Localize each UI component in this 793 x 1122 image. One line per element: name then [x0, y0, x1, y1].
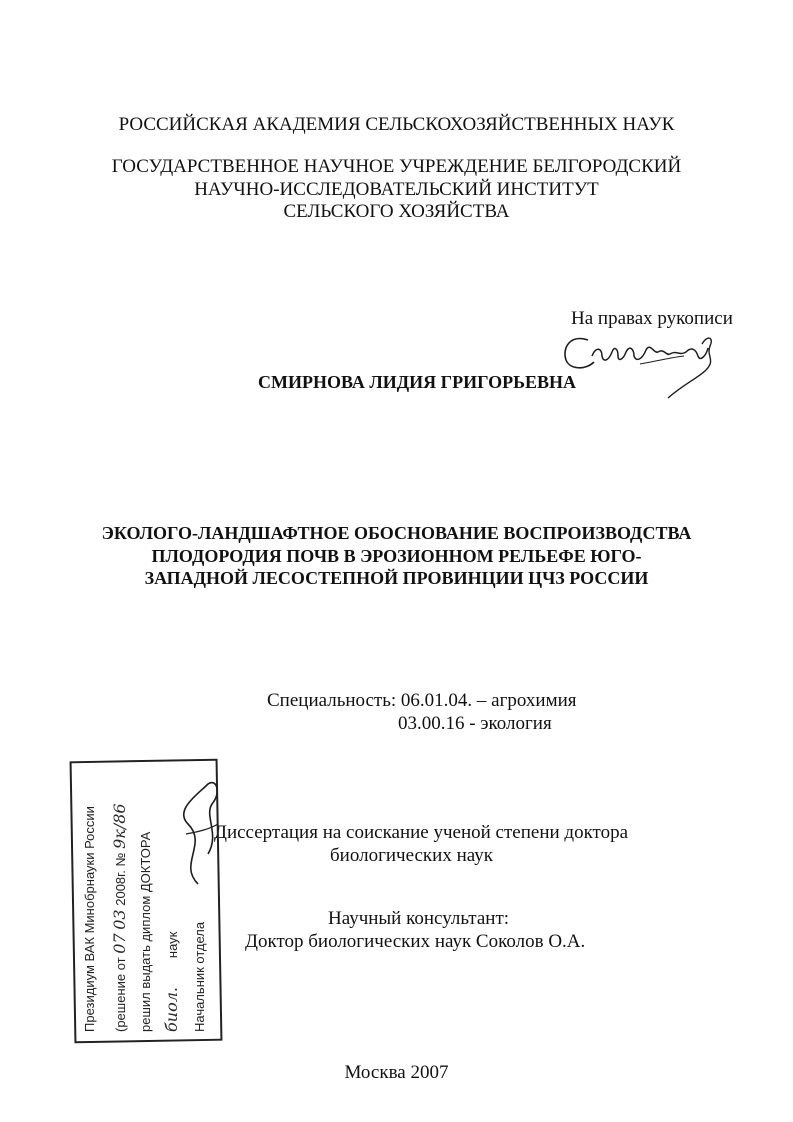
city-year: Москва 2007 — [344, 1062, 449, 1083]
stamp-line-3-prefix: решил выдать диплом ДОКТОРА — [138, 831, 153, 1032]
author-signature — [556, 326, 726, 400]
stamp-number: 9к/86 — [110, 803, 129, 849]
title-line-3: ЗАПАДНОЙ ЛЕСОСТЕПНОЙ ПРОВИНЦИИ ЦЧЗ РОССИИ — [144, 568, 649, 588]
dissertation-line-2: биологических наук — [330, 845, 493, 866]
dissertation-line-1: Диссертация на соискание ученой степени доктора — [214, 822, 629, 843]
stamp-line-2 — [110, 803, 129, 1032]
rights-note: На правах рукописи — [571, 308, 733, 329]
stamp-degree-suffix: наук — [165, 931, 180, 959]
consultant-label: Научный консультант: — [328, 908, 510, 929]
approval-stamp — [72, 760, 220, 1042]
title-line-2: ПЛОДОРОДИЯ ПОЧВ В ЭРОЗИОННОМ РЕЛЬЕФЕ ЮГО- — [151, 546, 642, 566]
consultant-name: Доктор биологических наук Соколов О.А. — [245, 931, 586, 952]
specialty-line-1: Специальность: 06.01.04. – агрохимия — [267, 690, 577, 711]
academy-heading: РОССИЙСКАЯ АКАДЕМИЯ СЕЛЬСКОХОЗЯЙСТВЕННЫХ НАУК — [118, 114, 675, 135]
stamp-month: 03 — [110, 909, 129, 930]
institution-line-1: ГОСУДАРСТВЕННОЕ НАУЧНОЕ УЧРЕЖДЕНИЕ БЕЛГОРОДСКИЙ — [111, 156, 682, 177]
stamp-handwritten-signature — [168, 774, 228, 894]
author-name: СМИРНОВА ЛИДИЯ ГРИГОРЬЕВНА — [258, 372, 577, 392]
specialty-line-2: 03.00.16 - экология — [398, 713, 552, 734]
title-line-1: ЭКОЛОГО-ЛАНДШАФТНОЕ ОБОСНОВАНИЕ ВОСПРОИЗВОДСТВА — [101, 523, 692, 543]
stamp-line-2-prefix: (решение от — [113, 957, 128, 1032]
stamp-line-4: Начальник отдела — [192, 921, 207, 1032]
stamp-day: 07 — [110, 933, 129, 954]
institution-line-3: СЕЛЬСКОГО ХОЗЯЙСТВА — [283, 201, 510, 222]
stamp-line-3b — [162, 932, 181, 1032]
stamp-degree-hand: биол. — [162, 987, 181, 1032]
stamp-line-3 — [138, 832, 153, 1032]
stamp-line-1: Президиум ВАК Минобрнауки России — [82, 806, 97, 1032]
stamp-year: 2008г. № — [113, 852, 128, 906]
institution-line-2: НАУЧНО-ИССЛЕДОВАТЕЛЬСКИЙ ИНСТИТУТ — [194, 179, 599, 200]
